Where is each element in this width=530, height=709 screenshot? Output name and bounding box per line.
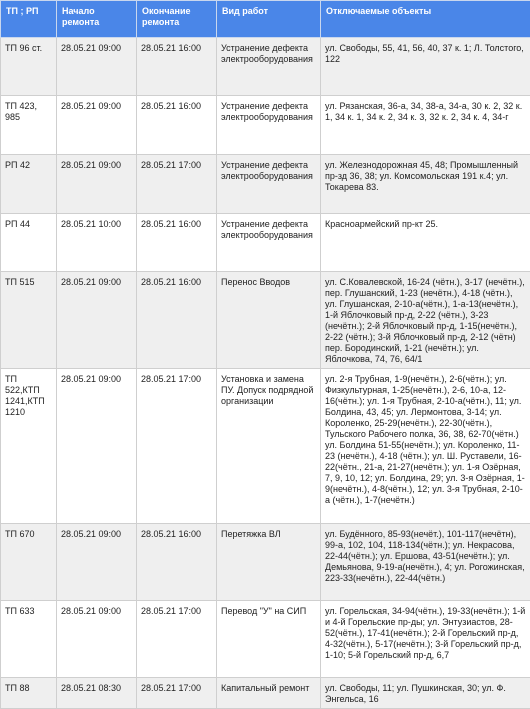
cell-end: 28.05.21 17:00 [137,369,217,524]
header-tp: ТП ; РП [1,1,57,38]
cell-tp: ТП 670 [1,524,57,601]
cell-end: 28.05.21 17:00 [137,155,217,214]
table-row [1,272,530,369]
table-row [1,369,530,524]
cell-start: 28.05.21 09:00 [57,155,137,214]
cell-work: Перенос Вводов [217,272,321,369]
cell-objects: ул. Свободы, 11; ул. Пушкинская, 30; ул. Ф. Энгельса, 16 [321,678,530,709]
cell-objects: Красноармейский пр-кт 25. [321,214,530,272]
cell-tp: РП 44 [1,214,57,272]
cell-objects: ул. 2-я Трубная, 1-9(нечётн.), 2-6(чётн.); ул. Физкультурная, 1-25(нечётн.), 2-6, 10-а, 12-16(чётн.); ул. 1-я Трубная, 2-10-а(чётн.), 11; ул. Болдина, 43, 45; ул. Лермонтова, 3-14; ул. Короленко, 25-29(нечётн.), 22-30(чётн.), Тульского Рабочего полка, 36, 38, 62-70(чётн.) ул. Болдина 51-55(нечётн.); ул. Короленко, 11-23 (нечётн.), 4-18 (чётн.); ул. Ш. Руставели, 16-22(чётн., 21-а, 21-27(нечётн.); ул. 1-я Озёрная, 7, 9, 10, 12; ул. Болдина, 29; ул. 3-я Озёрная, 1-9(нечётн.), 4-8(чётн.), 12; ул. 3-я Трубная, 2-10-а (чётн.), 1-7(нечётн.) [321,369,530,524]
cell-tp: ТП 633 [1,601,57,678]
table-row [1,524,530,601]
cell-start: 28.05.21 09:00 [57,272,137,369]
cell-end: 28.05.21 16:00 [137,524,217,601]
cell-objects: ул. Будённого, 85-93(нечёт.), 101-117(нечётн), 99-а, 102, 104, 118-134(чётн.); ул. Некрасова, 22-44(чётн.); ул. Ершова, 43-51(нечётн.); ул. Демьянова, 9-19-а(нечётн.), 4; ул. Рогожинская, 223-33(нечётн.), 22-44(чётн.) [321,524,530,601]
cell-tp: РП 42 [1,155,57,214]
table-row [1,601,530,678]
cell-work: Устранение дефекта электрооборудования [217,214,321,272]
cell-tp: ТП 522,КТП 1241,КТП 1210 [1,369,57,524]
cell-work: Установка и замена ПУ. Допуск подрядной организации [217,369,321,524]
cell-tp: ТП 515 [1,272,57,369]
cell-objects: ул. Рязанская, 36-а, 34, 38-а, 34-а, 30 к. 2, 32 к. 1, 34 к. 1, 34 к. 2, 34 к. 3, 32 к. 2, 34 к. 4, 34-г [321,96,530,155]
table-row [1,214,530,272]
cell-objects: ул. С.Ковалевской, 16-24 (чётн.), 3-17 (нечётн.), пер. Глушанский, 1-23 (нечётн.), 4-18 (чётн.), ул. Глушанская, 2-10-а(чётн.), 1-а-13(нечётн.), 1-й Яблочковый пр-д, 2-22 (чётн.), 3-23 (нечётн.); 2-й Яблочковый пр-д, 1-15(нечётн.), 2-22 (чётн.); 3-й Яблочковый пр-д, 2-12 (чётн) пер. Бородинский, 1-21 (нечётн.); ул. Яблочкова, 74, 76, 64/1 [321,272,530,369]
cell-end: 28.05.21 16:00 [137,38,217,96]
cell-end: 28.05.21 16:00 [137,272,217,369]
header-end: Окончание ремонта [137,1,217,38]
cell-tp: ТП 423, 985 [1,96,57,155]
cell-start: 28.05.21 09:00 [57,96,137,155]
cell-work: Перетяжка ВЛ [217,524,321,601]
cell-objects: ул. Железнодорожная 45, 48; Промышленный пр-зд 36, 38; ул. Комсомольская 191 к.4; ул. Токарева 83. [321,155,530,214]
table-row [1,38,530,96]
header-row [1,1,530,38]
cell-end: 28.05.21 16:00 [137,96,217,155]
cell-tp: ТП 96 ст. [1,38,57,96]
cell-tp: ТП 88 [1,678,57,709]
cell-start: 28.05.21 09:00 [57,601,137,678]
cell-work: Капитальный ремонт [217,678,321,709]
cell-start: 28.05.21 09:00 [57,369,137,524]
cell-end: 28.05.21 17:00 [137,678,217,709]
table-row [1,155,530,214]
cell-work: Устранение дефекта электрооборудования [217,96,321,155]
cell-work: Устранение дефекта электрооборудования [217,155,321,214]
cell-start: 28.05.21 08:30 [57,678,137,709]
cell-start: 28.05.21 10:00 [57,214,137,272]
cell-work: Устранение дефекта электрооборудования [217,38,321,96]
cell-objects: ул. Свободы, 55, 41, 56, 40, 37 к. 1; Л. Толстого, 122 [321,38,530,96]
cell-end: 28.05.21 16:00 [137,214,217,272]
cell-end: 28.05.21 17:00 [137,601,217,678]
cell-work: Перевод "У" на СИП [217,601,321,678]
cell-objects: ул. Горельская, 34-94(чётн.), 19-33(нечётн.); 1-й и 4-й Горельские пр-ды; ул. Энтузиастов, 28-52(чётн.), 17-41(нечётн.); 2-й Горельский пр-д, 4-32(чётн.), 5-17(нечётн.); 3-й Горельский пр-д, 1-10; 5-й Горельский пр-д, 6,7 [321,601,530,678]
table-row [1,96,530,155]
header-start: Начало ремонта [57,1,137,38]
cell-start: 28.05.21 09:00 [57,524,137,601]
header-objects: Отключаемые объекты [321,1,530,38]
header-work: Вид работ [217,1,321,38]
cell-start: 28.05.21 09:00 [57,38,137,96]
